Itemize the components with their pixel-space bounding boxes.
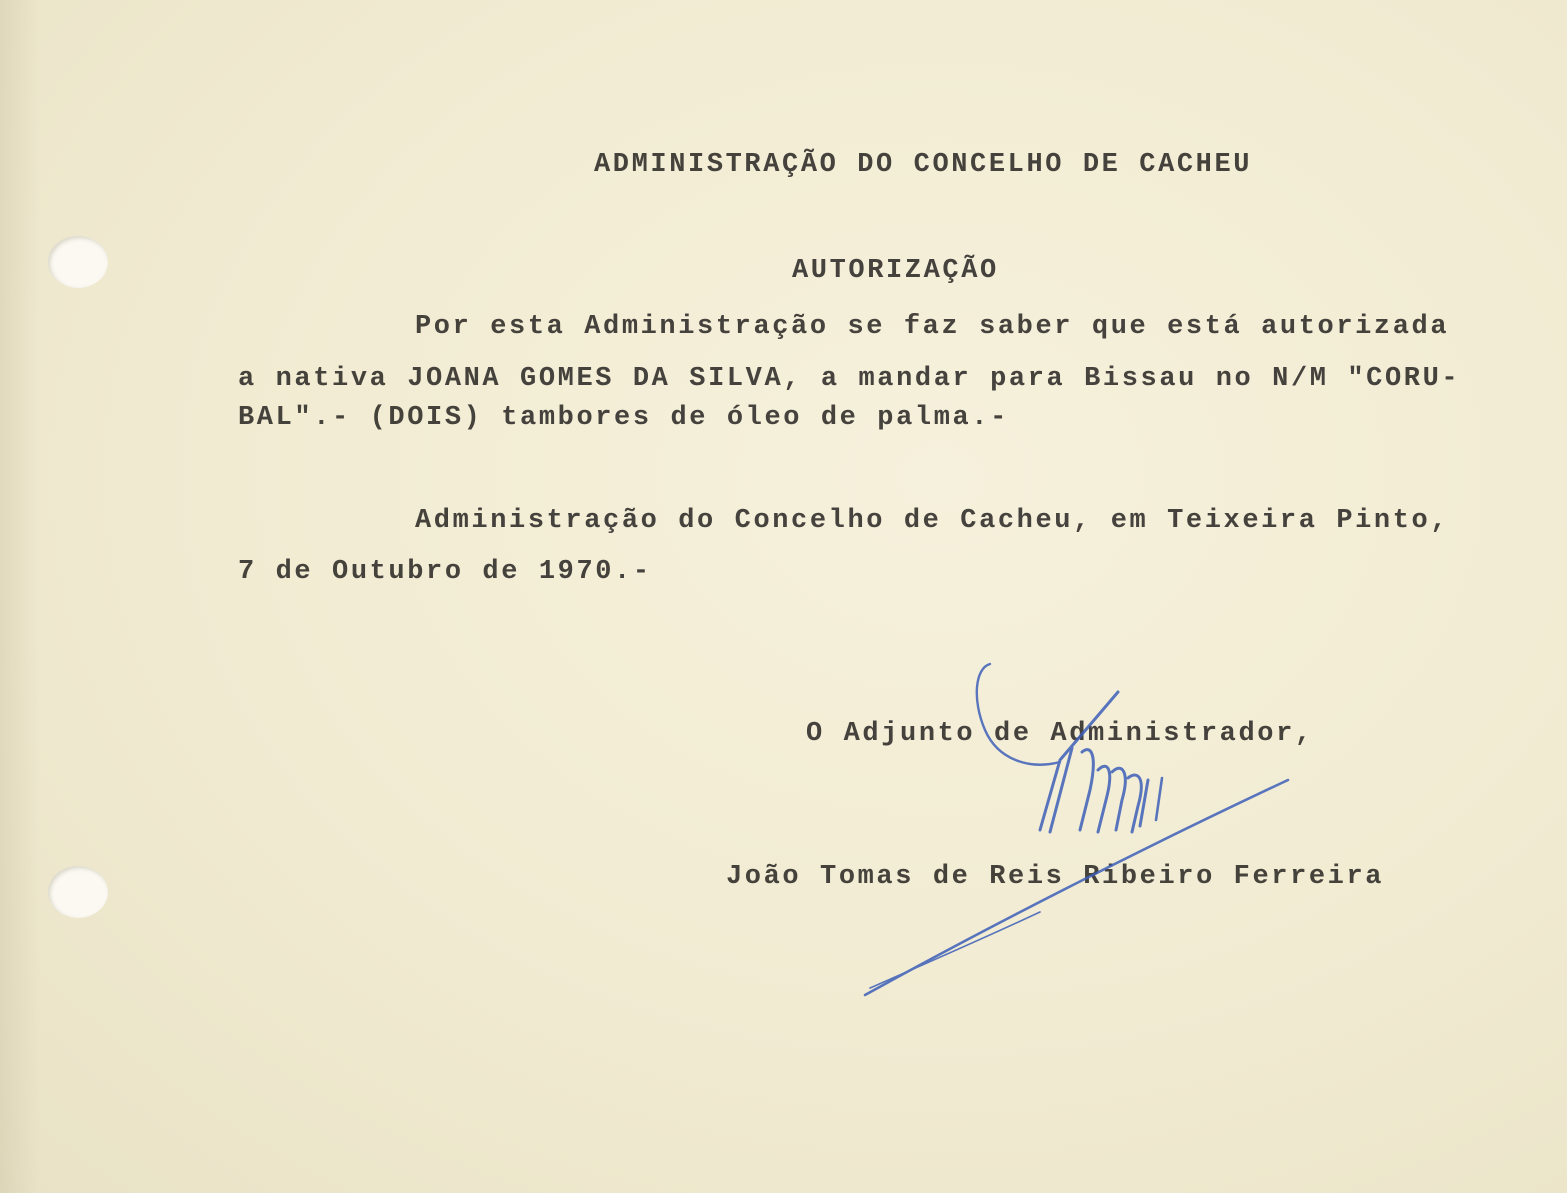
place-date-line-1: Administração do Concelho de Cacheu, em Teixeira Pinto, (415, 506, 1450, 536)
office-title: ADMINISTRAÇÃO DO CONCELHO DE CACHEU (594, 150, 1253, 180)
place-date-line-2: 7 de Outubro de 1970.- (238, 557, 652, 587)
document-heading: AUTORIZAÇÃO (792, 256, 999, 286)
signatory-role: O Adjunto de Administrador, (806, 719, 1314, 749)
signatory-name: João Tomas de Reis Ribeiro Ferreira (726, 862, 1385, 892)
body-line-1: Por esta Administração se faz saber que está autorizada (415, 312, 1450, 342)
body-line-2: a nativa JOANA GOMES DA SILVA, a mandar para Bissau no N/M "CORU- (238, 364, 1461, 394)
body-line-3: BAL".- (DOIS) tambores de óleo de palma.- (238, 403, 1009, 433)
